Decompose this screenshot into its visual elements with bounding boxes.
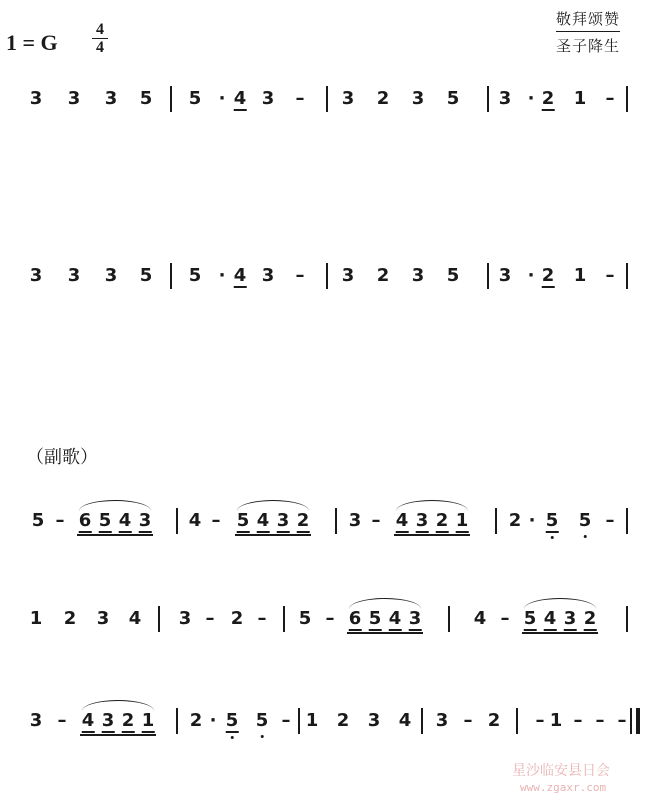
note — [409, 608, 422, 631]
note-digit: 2 — [230, 608, 244, 629]
note-digit: 5 — [188, 265, 202, 286]
note — [574, 88, 587, 110]
note — [142, 710, 155, 733]
note-digit: 5 — [368, 608, 382, 629]
note — [606, 88, 615, 110]
note-digit: 2 — [487, 710, 501, 731]
note-digit: 3 — [411, 88, 425, 109]
note-digit: – — [605, 88, 615, 109]
note — [456, 510, 469, 533]
note-digit: 3 — [178, 608, 192, 629]
barline — [516, 708, 518, 734]
note — [102, 710, 115, 733]
note — [372, 510, 381, 532]
note-digit: 1 — [455, 510, 469, 531]
note — [564, 608, 577, 631]
note-digit: 5 — [139, 88, 153, 109]
note-digit: 3 — [367, 710, 381, 731]
barline — [326, 86, 328, 112]
note — [30, 608, 43, 630]
barline — [158, 606, 160, 632]
note-digit: – — [617, 710, 627, 731]
note — [499, 88, 512, 110]
note-digit: 3 — [261, 265, 275, 286]
note-digit: · — [528, 510, 536, 531]
note — [436, 510, 449, 533]
note — [97, 608, 110, 630]
note-digit: 4 — [233, 88, 247, 109]
note-digit: 4 — [473, 608, 487, 629]
beam — [522, 632, 598, 634]
note-digit: – — [295, 265, 305, 286]
note — [596, 710, 605, 732]
note-digit: 3 — [104, 265, 118, 286]
note-digit: 3 — [96, 608, 110, 629]
barline — [630, 708, 632, 734]
note — [82, 710, 95, 733]
note-digit: 1 — [573, 265, 587, 286]
beam — [347, 632, 423, 634]
note-digit: – — [295, 88, 305, 109]
note — [56, 510, 65, 532]
note — [377, 88, 390, 110]
note — [234, 265, 247, 288]
time-signature — [92, 22, 108, 55]
note-digit: 4 — [118, 510, 132, 531]
final-barline — [636, 708, 640, 734]
note-digit: 3 — [435, 710, 449, 731]
note-digit: 5 — [236, 510, 250, 531]
note-digit: 3 — [415, 510, 429, 531]
note-digit: – — [595, 710, 605, 731]
note — [258, 608, 267, 630]
note-digit: 2 — [583, 608, 597, 629]
note — [79, 510, 92, 533]
barline — [335, 508, 337, 534]
note — [212, 510, 221, 532]
barline — [487, 86, 489, 112]
note-digit: 3 — [408, 608, 422, 629]
slur — [524, 598, 596, 609]
note-digit: 3 — [29, 265, 43, 286]
note-digit: 4 — [233, 265, 247, 286]
note-digit: 5 — [31, 510, 45, 531]
note-digit: – — [325, 608, 335, 629]
note-digit: 3 — [104, 88, 118, 109]
note — [296, 265, 305, 287]
watermark-url: www.zgaxr.com — [520, 781, 607, 794]
note-digit: – — [535, 710, 545, 731]
note — [105, 265, 118, 287]
note — [488, 710, 501, 732]
note-digit: 3 — [276, 510, 290, 531]
note — [129, 608, 142, 630]
note — [122, 710, 135, 733]
note — [342, 265, 355, 287]
note — [412, 265, 425, 287]
note — [68, 88, 81, 110]
barline — [176, 508, 178, 534]
note — [529, 510, 536, 532]
note — [299, 608, 312, 630]
note-digit: 5 — [139, 265, 153, 286]
note — [447, 265, 460, 287]
note-digit: – — [500, 608, 510, 629]
note-digit: 1 — [141, 710, 155, 731]
meter-bottom: 4 — [96, 39, 104, 56]
note-digit: · — [527, 88, 535, 109]
note — [349, 510, 362, 532]
note-digit: – — [257, 608, 267, 629]
note-digit: – — [205, 608, 215, 629]
note-digit: 5 — [545, 510, 559, 531]
low-octave-dot — [231, 736, 234, 739]
note — [262, 265, 275, 287]
note-digit: 4 — [188, 510, 202, 531]
note — [524, 608, 537, 631]
note — [396, 510, 409, 533]
low-octave-dot — [584, 535, 587, 538]
note — [501, 608, 510, 630]
note-digit: 2 — [121, 710, 135, 731]
note — [368, 710, 381, 732]
note-digit: 4 — [398, 710, 412, 731]
note-digit: 1 — [573, 88, 587, 109]
note-digit: – — [211, 510, 221, 531]
note — [189, 88, 202, 110]
note — [349, 608, 362, 631]
note — [140, 265, 153, 287]
note — [499, 265, 512, 287]
note-digit: 3 — [29, 88, 43, 109]
note-digit: 2 — [435, 510, 449, 531]
note — [231, 608, 244, 630]
note — [509, 510, 522, 532]
note-digit: 2 — [63, 608, 77, 629]
note — [574, 265, 587, 287]
note-digit: 4 — [128, 608, 142, 629]
note — [337, 710, 350, 732]
note-digit: 5 — [188, 88, 202, 109]
note-digit: 3 — [101, 710, 115, 731]
note — [542, 265, 555, 288]
note-digit: 4 — [388, 608, 402, 629]
note — [58, 710, 67, 732]
note-digit: 3 — [498, 265, 512, 286]
note-digit: 3 — [341, 265, 355, 286]
note-digit: 5 — [98, 510, 112, 531]
barline — [626, 606, 628, 632]
note — [447, 88, 460, 110]
slur — [237, 500, 309, 511]
note-digit: 3 — [563, 608, 577, 629]
note — [256, 710, 269, 732]
note-digit: 3 — [341, 88, 355, 109]
barline — [326, 263, 328, 289]
note-digit: – — [371, 510, 381, 531]
note — [140, 88, 153, 110]
beam — [235, 534, 311, 536]
note-digit: 2 — [296, 510, 310, 531]
slur — [82, 700, 154, 711]
note-digit: 1 — [29, 608, 43, 629]
note — [618, 710, 627, 732]
note — [542, 88, 555, 111]
note — [536, 710, 545, 732]
note — [30, 265, 43, 287]
note — [206, 608, 215, 630]
note — [219, 265, 226, 287]
note-digit: 6 — [348, 608, 362, 629]
note-digit: 2 — [376, 265, 390, 286]
barline — [626, 86, 628, 112]
watermark: 星沙临安县日会 — [512, 763, 610, 779]
note — [528, 265, 535, 287]
note — [257, 510, 270, 533]
barline — [487, 263, 489, 289]
note — [377, 265, 390, 287]
note-digit: · — [209, 710, 217, 731]
note-digit: 4 — [395, 510, 409, 531]
note-digit: 3 — [67, 265, 81, 286]
note — [369, 608, 382, 631]
low-octave-dot — [551, 536, 554, 539]
note-digit: · — [527, 265, 535, 286]
key-signature: 1 = G — [6, 30, 58, 55]
category-box — [556, 8, 620, 56]
note — [179, 608, 192, 630]
beam — [394, 534, 470, 536]
barline — [170, 86, 172, 112]
barline — [421, 708, 423, 734]
note — [210, 710, 217, 732]
note-digit: 5 — [298, 608, 312, 629]
note — [262, 88, 275, 110]
note-digit: – — [573, 710, 583, 731]
note-digit: 3 — [498, 88, 512, 109]
note-digit: 6 — [78, 510, 92, 531]
note-digit: · — [218, 88, 226, 109]
barline — [283, 606, 285, 632]
note — [606, 265, 615, 287]
note — [436, 710, 449, 732]
note-digit: 3 — [261, 88, 275, 109]
note — [474, 608, 487, 630]
note-digit: 2 — [376, 88, 390, 109]
note-digit: 5 — [225, 710, 239, 731]
note — [389, 608, 402, 631]
note-digit: 3 — [138, 510, 152, 531]
note — [226, 710, 239, 733]
note — [464, 710, 473, 732]
note-digit: 5 — [446, 265, 460, 286]
note-digit: – — [605, 265, 615, 286]
note — [119, 510, 132, 533]
note-digit: – — [605, 510, 615, 531]
note — [30, 88, 43, 110]
meter-top: 4 — [96, 21, 104, 38]
note — [297, 510, 310, 533]
note-digit: · — [218, 265, 226, 286]
slur — [349, 598, 421, 609]
note — [190, 710, 203, 732]
note-digit: 4 — [543, 608, 557, 629]
note-digit: 2 — [541, 88, 555, 109]
barline — [448, 606, 450, 632]
chorus-label: （副歌） — [26, 447, 98, 468]
barline — [176, 708, 178, 734]
note-digit: 4 — [256, 510, 270, 531]
note — [189, 510, 202, 532]
note — [189, 265, 202, 287]
slur — [79, 500, 151, 511]
note — [550, 710, 563, 732]
note-digit: 5 — [255, 710, 269, 731]
barline — [170, 263, 172, 289]
beam — [77, 534, 153, 536]
note-digit: – — [463, 710, 473, 731]
note — [342, 88, 355, 110]
note-digit: – — [281, 710, 291, 731]
note — [606, 510, 615, 532]
note — [219, 88, 226, 110]
note — [282, 710, 291, 732]
note-digit: 3 — [411, 265, 425, 286]
note — [528, 88, 535, 110]
note — [584, 608, 597, 631]
note — [416, 510, 429, 533]
note — [399, 710, 412, 732]
note — [139, 510, 152, 533]
note-digit: 2 — [189, 710, 203, 731]
barline — [495, 508, 497, 534]
slur — [396, 500, 468, 511]
note-digit: – — [57, 710, 67, 731]
note — [30, 710, 43, 732]
note — [412, 88, 425, 110]
note — [326, 608, 335, 630]
low-octave-dot — [261, 735, 264, 738]
note-digit: 3 — [348, 510, 362, 531]
note — [99, 510, 112, 533]
note-digit: 3 — [29, 710, 43, 731]
note-digit: 5 — [446, 88, 460, 109]
note-digit: – — [55, 510, 65, 531]
note — [105, 88, 118, 110]
subcategory-label: 圣子降生 — [555, 37, 620, 55]
note — [546, 510, 559, 533]
note — [237, 510, 250, 533]
beam — [80, 734, 156, 736]
note — [32, 510, 45, 532]
note-digit: 4 — [81, 710, 95, 731]
note — [574, 710, 583, 732]
barline — [298, 708, 300, 734]
note — [579, 510, 592, 532]
note-digit: 2 — [508, 510, 522, 531]
note-digit: 2 — [336, 710, 350, 731]
note-digit: 5 — [523, 608, 537, 629]
barline — [626, 263, 628, 289]
note-digit: 5 — [578, 510, 592, 531]
note — [234, 88, 247, 111]
note-digit: 2 — [541, 265, 555, 286]
note — [544, 608, 557, 631]
note-digit: 3 — [67, 88, 81, 109]
note — [306, 710, 319, 732]
note-digit: 1 — [549, 710, 563, 731]
note — [296, 88, 305, 110]
category-label: 敬拜颂赞 — [556, 8, 620, 32]
note-digit: 1 — [305, 710, 319, 731]
note — [64, 608, 77, 630]
note — [68, 265, 81, 287]
barline — [626, 508, 628, 534]
note — [277, 510, 290, 533]
